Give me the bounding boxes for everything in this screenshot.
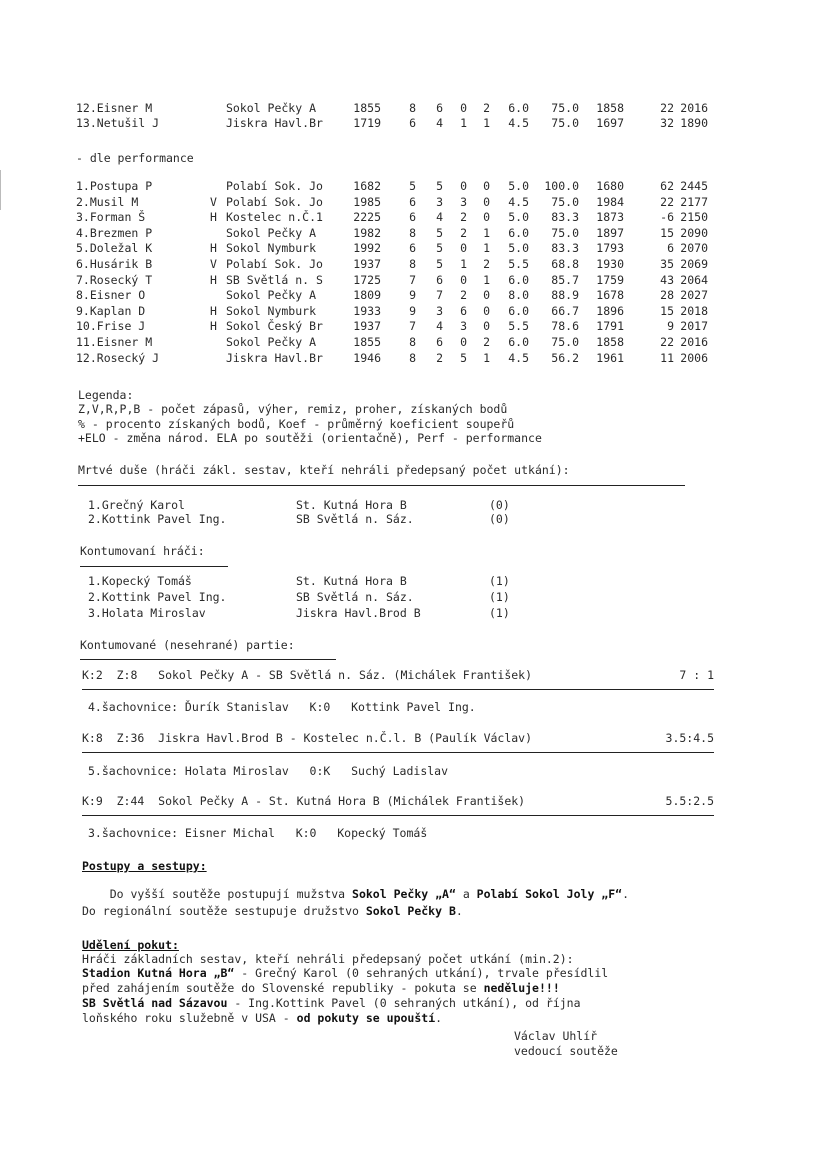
player-count: (1) <box>489 590 510 604</box>
points: 5.0 <box>508 241 529 256</box>
performance: 2016 <box>680 101 708 115</box>
fines-verdict: neděluje!!! <box>483 981 560 995</box>
elo-change: -6 <box>660 210 674 225</box>
koef: 1678 <box>596 288 624 303</box>
draws: 1 <box>460 116 467 130</box>
player-club: Polabí Sok. Jo <box>226 194 323 209</box>
performance: 2027 <box>680 288 708 303</box>
fines-line <box>82 982 560 995</box>
player-name: 8.Eisner O <box>76 288 146 303</box>
table-row <box>76 211 716 224</box>
points: 5.0 <box>508 210 529 225</box>
wins: 4 <box>436 116 443 130</box>
fines-team: Stadion Kutná Hora „B“ <box>82 966 235 980</box>
performance: 2016 <box>680 335 708 349</box>
wins: 6 <box>436 272 443 287</box>
elo-change: 22 <box>660 194 674 209</box>
player-name: 1.Postupa P <box>76 179 153 193</box>
player-count: (1) <box>489 606 510 620</box>
percent: 75.0 <box>551 116 579 130</box>
performance: 2177 <box>680 194 708 209</box>
losses: 0 <box>483 319 490 334</box>
losses: 1 <box>483 350 490 365</box>
percent: 68.8 <box>551 257 579 271</box>
table-row <box>76 227 716 240</box>
elo: 1937 <box>353 319 381 334</box>
promo-text: . <box>455 904 463 918</box>
koef: 1793 <box>596 241 624 256</box>
koef: 1873 <box>596 210 624 225</box>
wins: 2 <box>436 350 443 365</box>
player-name: 12.Rosecký J <box>76 350 160 365</box>
losses: 2 <box>483 101 490 115</box>
koef: 1984 <box>596 194 624 209</box>
wins: 6 <box>436 335 443 349</box>
board-line: 4.šachovnice: Ďurík Stanislav K:0 Kottink Pavel Ing. <box>88 700 476 714</box>
games: 8 <box>409 101 416 115</box>
legend-line: +ELO - změna národ. ELA po soutěži (orientačně), Perf - performance <box>78 431 542 445</box>
losses: 1 <box>483 272 490 287</box>
player-count: (0) <box>489 498 510 512</box>
table-row <box>76 196 716 209</box>
table-row <box>76 305 716 318</box>
games: 9 <box>409 288 416 303</box>
signature-role: vedoucí soutěže <box>514 1044 618 1058</box>
elo-change: 22 <box>660 335 674 349</box>
divider <box>82 815 714 816</box>
player-club: Sokol Nymburk <box>226 303 317 318</box>
fines-text: před zahájením soutěže do Slovenské republiky - pokuta se <box>82 981 484 995</box>
promo-text: . <box>622 887 630 901</box>
table-row <box>76 274 716 287</box>
player-club: Polabí Sok. Jo <box>226 179 323 193</box>
dead-row <box>88 499 648 512</box>
legend-title: Legenda: <box>78 388 134 402</box>
player-club: Polabí Sok. Jo <box>226 257 323 271</box>
koef: 1759 <box>596 272 624 287</box>
koef: 1896 <box>596 303 624 318</box>
match-score: 3.5:4.5 <box>665 731 714 745</box>
elo-change: 11 <box>660 350 674 365</box>
table-row <box>76 336 716 349</box>
percent: 75.0 <box>551 194 579 209</box>
wins: 3 <box>436 303 443 318</box>
elo: 1855 <box>353 101 381 115</box>
percent: 83.3 <box>551 210 579 225</box>
promo-team: Sokol Pečky „A“ <box>352 887 456 901</box>
kont-row <box>88 591 648 604</box>
player-club: Jiskra Havl.Br <box>226 116 323 130</box>
elo-change: 43 <box>660 272 674 287</box>
table-row <box>76 102 716 115</box>
points: 4.5 <box>508 350 529 365</box>
performance: 2006 <box>680 350 708 365</box>
table-row <box>76 320 716 333</box>
percent: 75.0 <box>551 335 579 349</box>
points: 6.0 <box>508 335 529 349</box>
wins: 5 <box>436 257 443 271</box>
table-row <box>76 258 716 271</box>
match-text: K:8 Z:36 Jiskra Havl.Brod B - Kostelec n.Č.l. B (Paulík Václav) <box>82 731 533 745</box>
kont-row <box>88 575 648 588</box>
table-row <box>76 289 716 302</box>
wins: 4 <box>436 319 443 334</box>
match-line <box>82 795 714 808</box>
elo: 1933 <box>353 303 381 318</box>
elo-change: 9 <box>667 319 674 334</box>
board-line: 5.šachovnice: Holata Miroslav 0:K Suchý Ladislav <box>88 764 449 778</box>
games: 8 <box>409 257 416 271</box>
match-line <box>82 732 714 745</box>
draws: 2 <box>460 288 467 303</box>
player-name: 13.Netušil J <box>76 116 160 130</box>
elo: 1682 <box>353 179 381 193</box>
elo-change: 35 <box>660 257 674 271</box>
games: 8 <box>409 225 416 240</box>
home-away-mark: V <box>210 194 217 209</box>
elo: 1809 <box>353 288 381 303</box>
games: 6 <box>409 241 416 256</box>
player-club: St. Kutná Hora B <box>296 574 407 588</box>
player-count: (0) <box>489 512 510 526</box>
player-name: 1.Kopecký Tomáš <box>88 574 192 588</box>
promo-line-1 <box>82 888 629 901</box>
draws: 0 <box>460 241 467 256</box>
player-name: 6.Husárik B <box>76 257 153 271</box>
koef: 1961 <box>596 350 624 365</box>
wins: 6 <box>436 101 443 115</box>
koef: 1930 <box>596 257 624 271</box>
games: 8 <box>409 335 416 349</box>
legend-line: % - procento získaných bodů, Koef - průměrný koeficient soupeřů <box>78 417 515 431</box>
losses: 0 <box>483 210 490 225</box>
draws: 3 <box>460 194 467 209</box>
player-name: 4.Brezmen P <box>76 225 153 240</box>
performance: 2064 <box>680 272 708 287</box>
points: 6.0 <box>508 303 529 318</box>
table-row <box>76 242 716 255</box>
performance: 2017 <box>680 319 708 334</box>
player-name: 9.Kaplan D <box>76 303 146 318</box>
elo: 1937 <box>353 257 381 271</box>
losses: 1 <box>483 116 490 130</box>
match-text: K:9 Z:44 Sokol Pečky A - St. Kutná Hora B (Michálek František) <box>82 794 526 808</box>
performance: 2070 <box>680 241 708 256</box>
draws: 0 <box>460 101 467 115</box>
dead-heading: Mrtvé duše (hráči zákl. sestav, kteří nehráli předepsaný počet utkání): <box>78 463 570 477</box>
percent: 85.7 <box>551 272 579 287</box>
points: 5.5 <box>508 257 529 271</box>
games: 5 <box>409 179 416 193</box>
kont-row <box>88 607 648 620</box>
player-name: 2.Kottink Pavel Ing. <box>88 590 227 604</box>
wins: 4 <box>436 210 443 225</box>
percent: 56.2 <box>551 350 579 365</box>
player-name: 7.Rosecký T <box>76 272 153 287</box>
percent: 75.0 <box>551 101 579 115</box>
wins: 5 <box>436 179 443 193</box>
player-name: 2.Musil M <box>76 194 139 209</box>
home-away-mark: H <box>210 319 217 334</box>
games: 8 <box>409 350 416 365</box>
points: 5.0 <box>508 179 529 193</box>
fines-text: . <box>435 1011 443 1025</box>
elo: 1985 <box>353 194 381 209</box>
divider <box>78 485 685 486</box>
points: 6.0 <box>508 101 529 115</box>
elo: 1992 <box>353 241 381 256</box>
match-text: K:2 Z:8 Sokol Pečky A - SB Světlá n. Sáz. (Michálek František) <box>82 668 533 682</box>
promo-team: Polabí Sokol Joly „F“ <box>476 887 623 901</box>
fines-team: SB Světlá nad Sázavou <box>82 996 228 1010</box>
player-club: SB Světlá n. S <box>226 272 323 287</box>
divider <box>82 752 714 753</box>
koef: 1680 <box>596 179 624 193</box>
player-name: 2.Kottink Pavel Ing. <box>88 512 227 526</box>
home-away-mark: H <box>210 210 217 225</box>
performance: 1890 <box>680 116 708 130</box>
scan-edge-mark <box>0 170 1 210</box>
fines-verdict: od pokuty se upouští <box>296 1011 436 1025</box>
koef: 1791 <box>596 319 624 334</box>
wins: 3 <box>436 194 443 209</box>
points: 4.5 <box>508 194 529 209</box>
fines-text: loňského roku služebně v USA - <box>82 1011 297 1025</box>
home-away-mark: H <box>210 272 217 287</box>
performance: 2150 <box>680 210 708 225</box>
promo-text: Do vyšší soutěže postupují mužstva <box>82 887 353 901</box>
performance: 2069 <box>680 257 708 271</box>
elo-change: 6 <box>667 241 674 256</box>
draws: 0 <box>460 335 467 349</box>
percent: 88.9 <box>551 288 579 303</box>
draws: 3 <box>460 319 467 334</box>
draws: 1 <box>460 257 467 271</box>
losses: 2 <box>483 257 490 271</box>
elo: 1725 <box>353 272 381 287</box>
games: 6 <box>409 210 416 225</box>
percent: 75.0 <box>551 225 579 240</box>
player-club: Sokol Pečky A <box>226 225 317 240</box>
percent: 78.6 <box>551 319 579 334</box>
player-club: Sokol Pečky A <box>226 288 317 303</box>
perf-heading: - dle performance <box>76 151 194 165</box>
elo-change: 32 <box>660 116 674 130</box>
draws: 2 <box>460 225 467 240</box>
signature-name: Václav Uhlíř <box>514 1029 598 1043</box>
points: 6.0 <box>508 272 529 287</box>
player-club: Sokol Nymburk <box>226 241 317 256</box>
player-club: Jiskra Havl.Br <box>226 350 323 365</box>
fines-line: Hráči základních sestav, kteří nehráli předepsaný počet utkání (min.2): <box>82 952 574 966</box>
draws: 0 <box>460 272 467 287</box>
draws: 0 <box>460 179 467 193</box>
fines-line <box>82 997 581 1010</box>
games: 6 <box>409 194 416 209</box>
player-name: 1.Grečný Karol <box>88 498 185 512</box>
fines-line <box>82 967 608 980</box>
dead-row <box>88 513 648 526</box>
points: 4.5 <box>508 116 529 130</box>
points: 6.0 <box>508 225 529 240</box>
elo-change: 15 <box>660 303 674 318</box>
player-club: Kostelec n.Č.1 <box>226 210 323 225</box>
losses: 1 <box>483 241 490 256</box>
divider <box>80 659 336 660</box>
percent: 83.3 <box>551 241 579 256</box>
points: 5.5 <box>508 319 529 334</box>
table-row <box>76 180 716 193</box>
performance: 2018 <box>680 303 708 318</box>
draws: 5 <box>460 350 467 365</box>
draws: 6 <box>460 303 467 318</box>
player-name: 3.Holata Miroslav <box>88 606 206 620</box>
player-count: (1) <box>489 574 510 588</box>
match-score: 5.5:2.5 <box>665 794 714 808</box>
elo-change: 15 <box>660 225 674 240</box>
performance: 2445 <box>680 179 708 193</box>
player-club: Sokol Pečky A <box>226 101 317 115</box>
legend-line: Z,V,R,P,B - počet zápasů, výher, remiz, proher, získaných bodů <box>78 402 508 416</box>
elo-change: 62 <box>660 179 674 193</box>
player-name: 5.Doležal K <box>76 241 153 256</box>
player-club: St. Kutná Hora B <box>296 498 407 512</box>
player-club: Sokol Český Br <box>226 319 323 334</box>
board-line: 3.šachovnice: Eisner Michal K:0 Kopecký Tomáš <box>88 826 428 840</box>
losses: 1 <box>483 225 490 240</box>
games: 6 <box>409 116 416 130</box>
elo: 1719 <box>353 116 381 130</box>
draws: 2 <box>460 210 467 225</box>
percent: 100.0 <box>544 179 579 193</box>
promo-team: Sokol Pečky B <box>365 904 456 918</box>
table-row <box>76 117 716 130</box>
elo: 1982 <box>353 225 381 240</box>
player-club: SB Světlá n. Sáz. <box>296 590 414 604</box>
kont-games-heading: Kontumované (nesehrané) partie: <box>80 638 295 652</box>
fines-line <box>82 1012 442 1025</box>
player-name: 11.Eisner M <box>76 335 153 349</box>
elo-change: 22 <box>660 101 674 115</box>
promo-text: a <box>455 887 477 901</box>
promo-line-2 <box>82 905 463 918</box>
koef: 1858 <box>596 101 624 115</box>
wins: 7 <box>436 288 443 303</box>
wins: 5 <box>436 241 443 256</box>
home-away-mark: H <box>210 303 217 318</box>
wins: 5 <box>436 225 443 240</box>
player-name: 10.Frise J <box>76 319 146 334</box>
games: 7 <box>409 319 416 334</box>
divider <box>80 566 228 567</box>
fines-text: - Ing.Kottink Pavel (0 sehraných utkání), od října <box>227 996 581 1010</box>
player-club: SB Světlá n. Sáz. <box>296 512 414 526</box>
losses: 0 <box>483 303 490 318</box>
games: 7 <box>409 272 416 287</box>
table-row <box>76 352 716 365</box>
match-score: 7 : 1 <box>679 668 714 682</box>
koef: 1897 <box>596 225 624 240</box>
koef: 1697 <box>596 116 624 130</box>
elo: 1946 <box>353 350 381 365</box>
losses: 0 <box>483 179 490 193</box>
elo: 1855 <box>353 335 381 349</box>
promo-text: Do regionální soutěže sestupuje družstvo <box>82 904 366 918</box>
player-club: Jiskra Havl.Brod B <box>296 606 421 620</box>
elo-change: 28 <box>660 288 674 303</box>
points: 8.0 <box>508 288 529 303</box>
player-name: 12.Eisner M <box>76 101 153 115</box>
match-line <box>82 669 714 682</box>
home-away-mark: V <box>210 257 217 271</box>
home-away-mark: H <box>210 241 217 256</box>
fines-text: - Grečný Karol (0 sehraných utkání), trvale přesídlil <box>234 966 609 980</box>
divider <box>82 689 714 690</box>
performance: 2090 <box>680 225 708 240</box>
percent: 66.7 <box>551 303 579 318</box>
losses: 0 <box>483 194 490 209</box>
kont-players-heading: Kontumovaní hráči: <box>80 544 205 558</box>
elo: 2225 <box>353 210 381 225</box>
player-name: 3.Forman Š <box>76 210 146 225</box>
koef: 1858 <box>596 335 624 349</box>
losses: 0 <box>483 288 490 303</box>
player-club: Sokol Pečky A <box>226 335 317 349</box>
fines-heading: Udělení pokut: <box>82 938 179 952</box>
promo-heading: Postupy a sestupy: <box>82 859 207 873</box>
losses: 2 <box>483 335 490 349</box>
games: 9 <box>409 303 416 318</box>
